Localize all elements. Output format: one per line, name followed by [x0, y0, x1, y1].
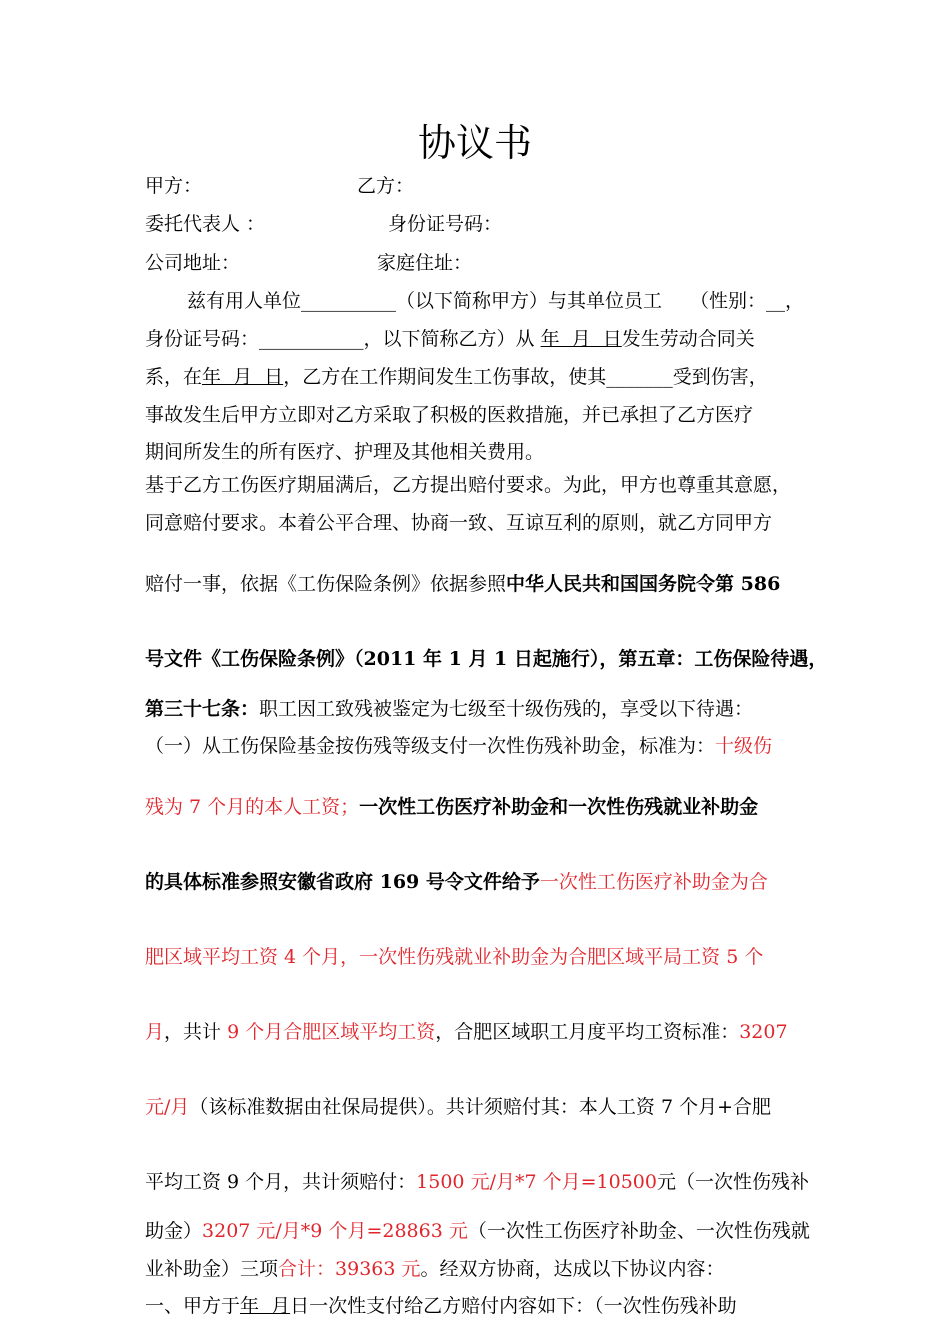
body-line-9: 号文件《工伤保险条例》（2011 年 1 月 1 日起施行），第五章：工伤保险待遇，	[145, 648, 828, 670]
body-line-10: 第三十七条：职工因工致残被鉴定为七级至十级伤残的，享受以下待遇：	[145, 698, 754, 720]
body-line-14: 肥区域平均工资 4 个月，一次性伤残就业补助金为合肥区域平局工资 5 个	[145, 946, 764, 968]
body-line-2: 身份证号码：___________，以下简称乙方）从 年 月 日发生劳动合同关	[145, 328, 755, 350]
party-a-label: 甲方：	[145, 175, 203, 197]
body-line-20: 一、甲方于年 月日一次性支付给乙方赔付内容如下：（一次性伤残补助	[145, 1295, 737, 1317]
id-number-label: 身份证号码：	[388, 213, 503, 235]
body-line-7: 同意赔付要求。本着公平合理、协商一致、互谅互利的原则，就乙方同甲方	[145, 512, 773, 534]
blank-employer: __________	[301, 290, 397, 312]
blank-gender: __	[766, 290, 786, 312]
blank-id: ___________	[259, 328, 364, 350]
blank-accident-date: 年 月 日	[202, 366, 284, 388]
body-line-17: 平均工资 9 个月，共计须赔付：1500 元/月*7 个月=10500元（一次性伤残补	[145, 1171, 809, 1193]
party-b-label: 乙方：	[357, 175, 415, 197]
body-line-19: 业补助金）三项合计：39363 元。经双方协商，达成以下协议内容：	[145, 1258, 725, 1280]
body-line-18: 助金）3207 元/月*9 个月=28863 元（一次性工伤医疗补助金、一次性伤残就	[145, 1220, 810, 1242]
body-line-8: 赔付一事，依据《工伤保险条例》依据参照中华人民共和国国务院令第 586	[145, 573, 781, 595]
blank-injury: _______	[606, 366, 673, 388]
home-address-label: 家庭住址：	[377, 252, 473, 274]
body-line-11: （一）从工伤保险基金按伤残等级支付一次性伤残补助金，标准为：十级伤	[145, 735, 773, 757]
body-line-15: 月，共计 9 个月合肥区域平均工资，合肥区域职工月度平均工资标准：3207	[145, 1021, 788, 1043]
body-line-4: 事故发生后甲方立即对乙方采取了积极的医救措施，并已承担了乙方医疗	[145, 404, 754, 426]
blank-payment-date: 年 月	[240, 1295, 291, 1317]
agent-label: 委托代表人 ：	[145, 213, 266, 235]
blank-contract-date: 年 月 日	[540, 328, 622, 350]
body-line-5: 期间所发生的所有医疗、护理及其他相关费用。	[145, 441, 545, 463]
document-title: 协议书	[417, 121, 532, 165]
body-line-13: 的具体标准参照安徽省政府 169 号令文件给予一次性工伤医疗补助金为合	[145, 871, 768, 893]
body-line-16: 元/月（该标准数据由社保局提供）。共计须赔付其：本人工资 7 个月+合肥	[145, 1096, 771, 1118]
body-line-1: 兹有用人单位__________（以下简称甲方）与其单位员工 （性别：__，	[187, 290, 805, 312]
body-line-6: 基于乙方工伤医疗期届满后，乙方提出赔付要求。为此，甲方也尊重其意愿，	[145, 474, 792, 496]
body-line-3: 系，在年 月 日，乙方在工作期间发生工伤事故，使其_______受到伤害，	[145, 366, 768, 388]
body-line-12: 残为 7 个月的本人工资；一次性工伤医疗补助金和一次性伤残就业补助金	[145, 796, 759, 818]
company-address-label: 公司地址：	[145, 252, 241, 274]
